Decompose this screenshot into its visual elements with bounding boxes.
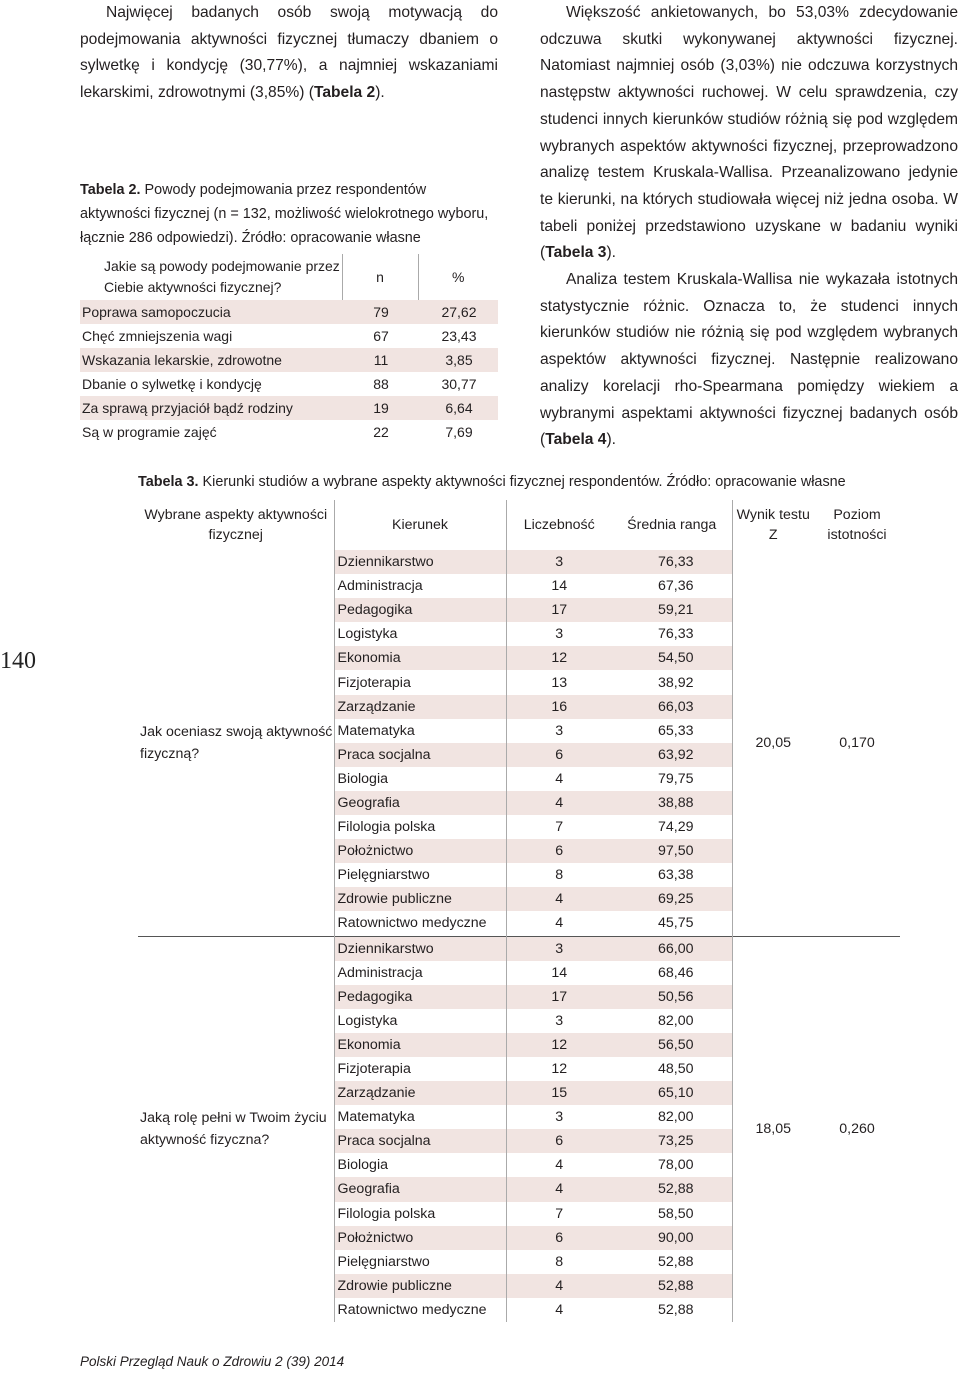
table3-header-poziom: Poziom istotności xyxy=(827,507,887,543)
liczebnosc-cell: 4 xyxy=(506,791,612,815)
intro-paragraph xyxy=(80,0,498,107)
kierunek-cell: Zdrowie publiczne xyxy=(334,1274,506,1298)
kierunek-cell: Ratownictwo medyczne xyxy=(334,1298,506,1322)
table-reference[interactable]: Tabela 3 xyxy=(545,244,607,262)
liczebnosc-cell: 3 xyxy=(506,550,612,574)
count-cell: 11 xyxy=(342,348,418,372)
liczebnosc-cell: 7 xyxy=(555,1205,564,1222)
kierunek-cell: Geografia xyxy=(334,1177,506,1201)
table2-header-question: Jakie są powody podejmowanie przez Ciebie aktywności fizycznej? xyxy=(104,258,340,295)
table3-caption-text: Kierunki studiów a wybrane aspekty aktywności fizycznej respondentów. Źródło: opracowanie własne xyxy=(202,474,846,490)
table3-header-wynik: Wynik testu Z xyxy=(736,507,810,543)
kierunek-cell: Pielęgniarstwo xyxy=(334,863,506,887)
srednia-ranga-cell: 63,38 xyxy=(612,863,732,887)
liczebnosc-cell: 14 xyxy=(551,578,568,595)
liczebnosc-cell: 6 xyxy=(506,1129,612,1153)
poziom-istotnosci-cell: 0,170 xyxy=(839,734,875,751)
kierunek-cell: Pedagogika xyxy=(334,598,506,622)
table3-caption xyxy=(138,470,898,494)
kierunek-cell: Administracja xyxy=(334,574,506,598)
percent-cell: 6,64 xyxy=(418,396,498,420)
liczebnosc-cell: 4 xyxy=(555,1157,564,1174)
srednia-ranga-cell: 67,36 xyxy=(612,574,732,598)
srednia-ranga-cell: 63,92 xyxy=(612,743,732,767)
srednia-ranga-cell: 65,33 xyxy=(612,719,732,743)
liczebnosc-cell: 12 xyxy=(506,646,612,670)
liczebnosc-cell: 4 xyxy=(506,887,612,911)
results-text-2: Analiza testem Kruskala-Wallisa nie wykazała istotnych statystycznie różnic. Oznacza to, że studenci innych kierunków studiów nie różnią się pod względem wybranych aspektów aktywności fizycznej. Następnie realizowano analizy korelacji rho-Spearmana pomiędzy wiekiem a wybranymi aspektami aktywności fizycznej badanych osób ( xyxy=(540,271,958,449)
liczebnosc-cell: 3 xyxy=(555,1109,564,1126)
count-cell: 19 xyxy=(342,396,418,420)
liczebnosc-cell: 3 xyxy=(555,626,564,643)
table3 xyxy=(138,500,900,1322)
liczebnosc-cell: 3 xyxy=(555,1012,564,1029)
srednia-ranga-cell: 79,75 xyxy=(612,767,732,791)
results-text-2-end: ). xyxy=(606,431,616,449)
kierunek-cell: Filologia polska xyxy=(334,1202,506,1226)
reason-cell: Dbanie o sylwetkę i kondycję xyxy=(82,376,262,392)
table3-caption-label: Tabela 3. xyxy=(138,474,199,490)
results-text-1-end: ). xyxy=(606,244,616,262)
srednia-ranga-cell: 82,00 xyxy=(612,1105,732,1129)
table2-caption-label: Tabela 2. xyxy=(80,182,141,198)
srednia-ranga-cell: 97,50 xyxy=(612,839,732,863)
kierunek-cell: Ekonomia xyxy=(334,646,506,670)
percent-cell: 30,77 xyxy=(441,376,477,392)
srednia-ranga-cell: 69,25 xyxy=(612,887,732,911)
table-row xyxy=(80,348,498,372)
table2 xyxy=(80,254,498,444)
table-row xyxy=(138,550,900,574)
count-cell: 88 xyxy=(373,376,389,392)
liczebnosc-cell: 15 xyxy=(506,1081,612,1105)
kierunek-cell: Biologia xyxy=(334,1153,506,1177)
kierunek-cell: Dziennikarstwo xyxy=(334,550,506,574)
srednia-ranga-cell: 52,88 xyxy=(612,1250,732,1274)
table-row xyxy=(80,300,498,324)
liczebnosc-cell: 6 xyxy=(506,743,612,767)
liczebnosc-cell: 16 xyxy=(506,695,612,719)
kierunek-cell: Geografia xyxy=(334,791,506,815)
kierunek-cell: Biologia xyxy=(334,767,506,791)
kierunek-cell: Logistyka xyxy=(334,622,506,646)
srednia-ranga-cell: 38,92 xyxy=(612,670,732,694)
srednia-ranga-cell: 66,00 xyxy=(612,936,732,961)
srednia-ranga-cell: 52,88 xyxy=(612,1298,732,1322)
kierunek-cell: Administracja xyxy=(334,961,506,985)
liczebnosc-cell: 4 xyxy=(555,770,564,787)
kierunek-cell: Matematyka xyxy=(334,719,506,743)
aspect-question-cell: Jak oceniasz swoją aktywność fizyczną? xyxy=(140,723,333,762)
wynik-z-cell: 20,05 xyxy=(755,734,791,751)
wynik-z-cell: 18,05 xyxy=(732,936,814,1322)
kierunek-cell: Zdrowie publiczne xyxy=(334,887,506,911)
liczebnosc-cell: 4 xyxy=(555,915,564,932)
table3-header-aspect: Wybrane aspekty aktywności fizycznej xyxy=(144,507,328,543)
journal-footer: Polski Przegląd Nauk o Zdrowiu 2 (39) 2014 xyxy=(80,1354,345,1369)
srednia-ranga-cell: 76,33 xyxy=(612,550,732,574)
srednia-ranga-cell: 74,29 xyxy=(612,815,732,839)
kierunek-cell: Ekonomia xyxy=(334,1033,506,1057)
liczebnosc-cell: 4 xyxy=(506,1177,612,1201)
table-row xyxy=(80,396,498,420)
srednia-ranga-cell: 73,25 xyxy=(612,1129,732,1153)
table2-caption-text: Powody podejmowania przez respondentów aktywności fizycznej (n = 132, możliwość wielokrotnego wyboru, łącznie 286 odpowiedzi). Źródło: opracowanie własne xyxy=(80,182,489,246)
kierunek-cell: Ratownictwo medyczne xyxy=(334,911,506,936)
srednia-ranga-cell: 38,88 xyxy=(612,791,732,815)
kierunek-cell: Położnictwo xyxy=(334,1226,506,1250)
table3-body xyxy=(138,550,900,1322)
liczebnosc-cell: 6 xyxy=(506,839,612,863)
srednia-ranga-cell: 56,50 xyxy=(612,1033,732,1057)
liczebnosc-cell: 8 xyxy=(555,867,564,884)
table-reference[interactable]: Tabela 2 xyxy=(313,84,376,102)
liczebnosc-cell: 3 xyxy=(555,722,564,739)
percent-cell: 3,85 xyxy=(418,348,498,372)
reason-cell: Za sprawą przyjaciół bądź rodziny xyxy=(80,396,342,420)
srednia-ranga-cell: 76,33 xyxy=(612,622,732,646)
kierunek-cell: Dziennikarstwo xyxy=(334,936,506,961)
srednia-ranga-cell: 59,21 xyxy=(612,598,732,622)
liczebnosc-cell: 4 xyxy=(506,1274,612,1298)
count-cell: 22 xyxy=(373,424,389,440)
liczebnosc-cell: 7 xyxy=(555,819,564,836)
srednia-ranga-cell: 52,88 xyxy=(612,1274,732,1298)
srednia-ranga-cell: 54,50 xyxy=(612,646,732,670)
reason-cell: Poprawa samopoczucia xyxy=(80,300,342,324)
reason-cell: Wskazania lekarskie, zdrowotne xyxy=(80,348,342,372)
results-paragraph-1 xyxy=(540,0,958,267)
kierunek-cell: Logistyka xyxy=(334,1009,506,1033)
liczebnosc-cell: 3 xyxy=(506,936,612,961)
liczebnosc-cell: 14 xyxy=(551,964,568,981)
kierunek-cell: Matematyka xyxy=(334,1105,506,1129)
kierunek-cell: Praca socjalna xyxy=(334,743,506,767)
kierunek-cell: Położnictwo xyxy=(334,839,506,863)
table3-header-srednia: Średnia ranga xyxy=(612,500,732,550)
aspect-question-cell: Jaką rolę pełni w Twoim życiu aktywność fizyczna? xyxy=(138,936,334,1322)
table2-header-n: n xyxy=(342,254,418,300)
kierunek-cell: Zarządzanie xyxy=(334,695,506,719)
liczebnosc-cell: 4 xyxy=(555,1301,564,1318)
srednia-ranga-cell: 78,00 xyxy=(612,1153,732,1177)
srednia-ranga-cell: 50,56 xyxy=(612,985,732,1009)
kierunek-cell: Zarządzanie xyxy=(334,1081,506,1105)
table3-header-kierunek: Kierunek xyxy=(334,500,506,550)
table2-body xyxy=(80,300,498,444)
page-number: 140 xyxy=(0,648,36,674)
liczebnosc-cell: 17 xyxy=(506,598,612,622)
kierunek-cell: Pedagogika xyxy=(334,985,506,1009)
percent-cell: 7,69 xyxy=(445,424,473,440)
table2-header-pct: % xyxy=(418,254,498,300)
liczebnosc-cell: 17 xyxy=(506,985,612,1009)
percent-cell: 23,43 xyxy=(441,328,477,344)
srednia-ranga-cell: 48,50 xyxy=(612,1057,732,1081)
table-row xyxy=(138,936,900,961)
kierunek-cell: Filologia polska xyxy=(334,815,506,839)
liczebnosc-cell: 6 xyxy=(506,1226,612,1250)
intro-text-end: ). xyxy=(375,84,385,102)
srednia-ranga-cell: 52,88 xyxy=(612,1177,732,1201)
srednia-ranga-cell: 90,00 xyxy=(612,1226,732,1250)
results-paragraph-2 xyxy=(540,267,958,454)
percent-cell: 27,62 xyxy=(418,300,498,324)
results-text-1: Większość ankietowanych, bo 53,03% zdecydowanie odczuwa skutki wykonywanej aktywności fizycznej. Natomiast najmniej osób (3,03%) nie odczuwa korzystnych następstw aktywności ruchowej. W celu sprawdzenia, czy studenci innych kierunków studiów różnią się pod względem wybranych aspektów aktywności fizycznej, przeprowadzono analizę testem Kruskala-Wallisa. Przeanalizowano jedynie te kierunki, na których studiowała więcej niż jedna osoba. W tabeli poniżej przedstawiono uzyskane w badaniu wyniki ( xyxy=(540,4,958,262)
count-cell: 79 xyxy=(342,300,418,324)
table-row xyxy=(80,372,498,396)
liczebnosc-cell: 12 xyxy=(506,1033,612,1057)
table-row xyxy=(80,420,498,444)
table2-caption xyxy=(80,178,498,250)
count-cell: 67 xyxy=(373,328,389,344)
intro-text: Najwięcej badanych osób swoją motywacją do podejmowania aktywności fizycznej tłumaczy dbaniem o sylwetkę i kondycję (30,77%), a najmniej wskazaniami lekarskimi, zdrowotnymi (3,85%) ( xyxy=(80,4,498,102)
right-column xyxy=(540,0,958,454)
poziom-istotnosci-cell: 0,260 xyxy=(814,936,900,1322)
kierunek-cell: Fizjoterapia xyxy=(334,670,506,694)
reason-cell: Chęć zmniejszenia wagi xyxy=(82,328,233,344)
srednia-ranga-cell: 82,00 xyxy=(612,1009,732,1033)
srednia-ranga-cell: 58,50 xyxy=(612,1202,732,1226)
srednia-ranga-cell: 68,46 xyxy=(612,961,732,985)
liczebnosc-cell: 12 xyxy=(551,1061,568,1078)
srednia-ranga-cell: 45,75 xyxy=(612,911,732,936)
liczebnosc-cell: 8 xyxy=(555,1253,564,1270)
liczebnosc-cell: 13 xyxy=(551,674,568,691)
kierunek-cell: Pielęgniarstwo xyxy=(334,1250,506,1274)
kierunek-cell: Fizjoterapia xyxy=(334,1057,506,1081)
table-reference[interactable]: Tabela 4 xyxy=(545,431,607,449)
table3-header-liczebnosc: Liczebność xyxy=(523,517,595,533)
srednia-ranga-cell: 65,10 xyxy=(612,1081,732,1105)
table-row xyxy=(80,324,498,348)
kierunek-cell: Praca socjalna xyxy=(334,1129,506,1153)
srednia-ranga-cell: 66,03 xyxy=(612,695,732,719)
reason-cell: Są w programie zajęć xyxy=(82,424,217,440)
